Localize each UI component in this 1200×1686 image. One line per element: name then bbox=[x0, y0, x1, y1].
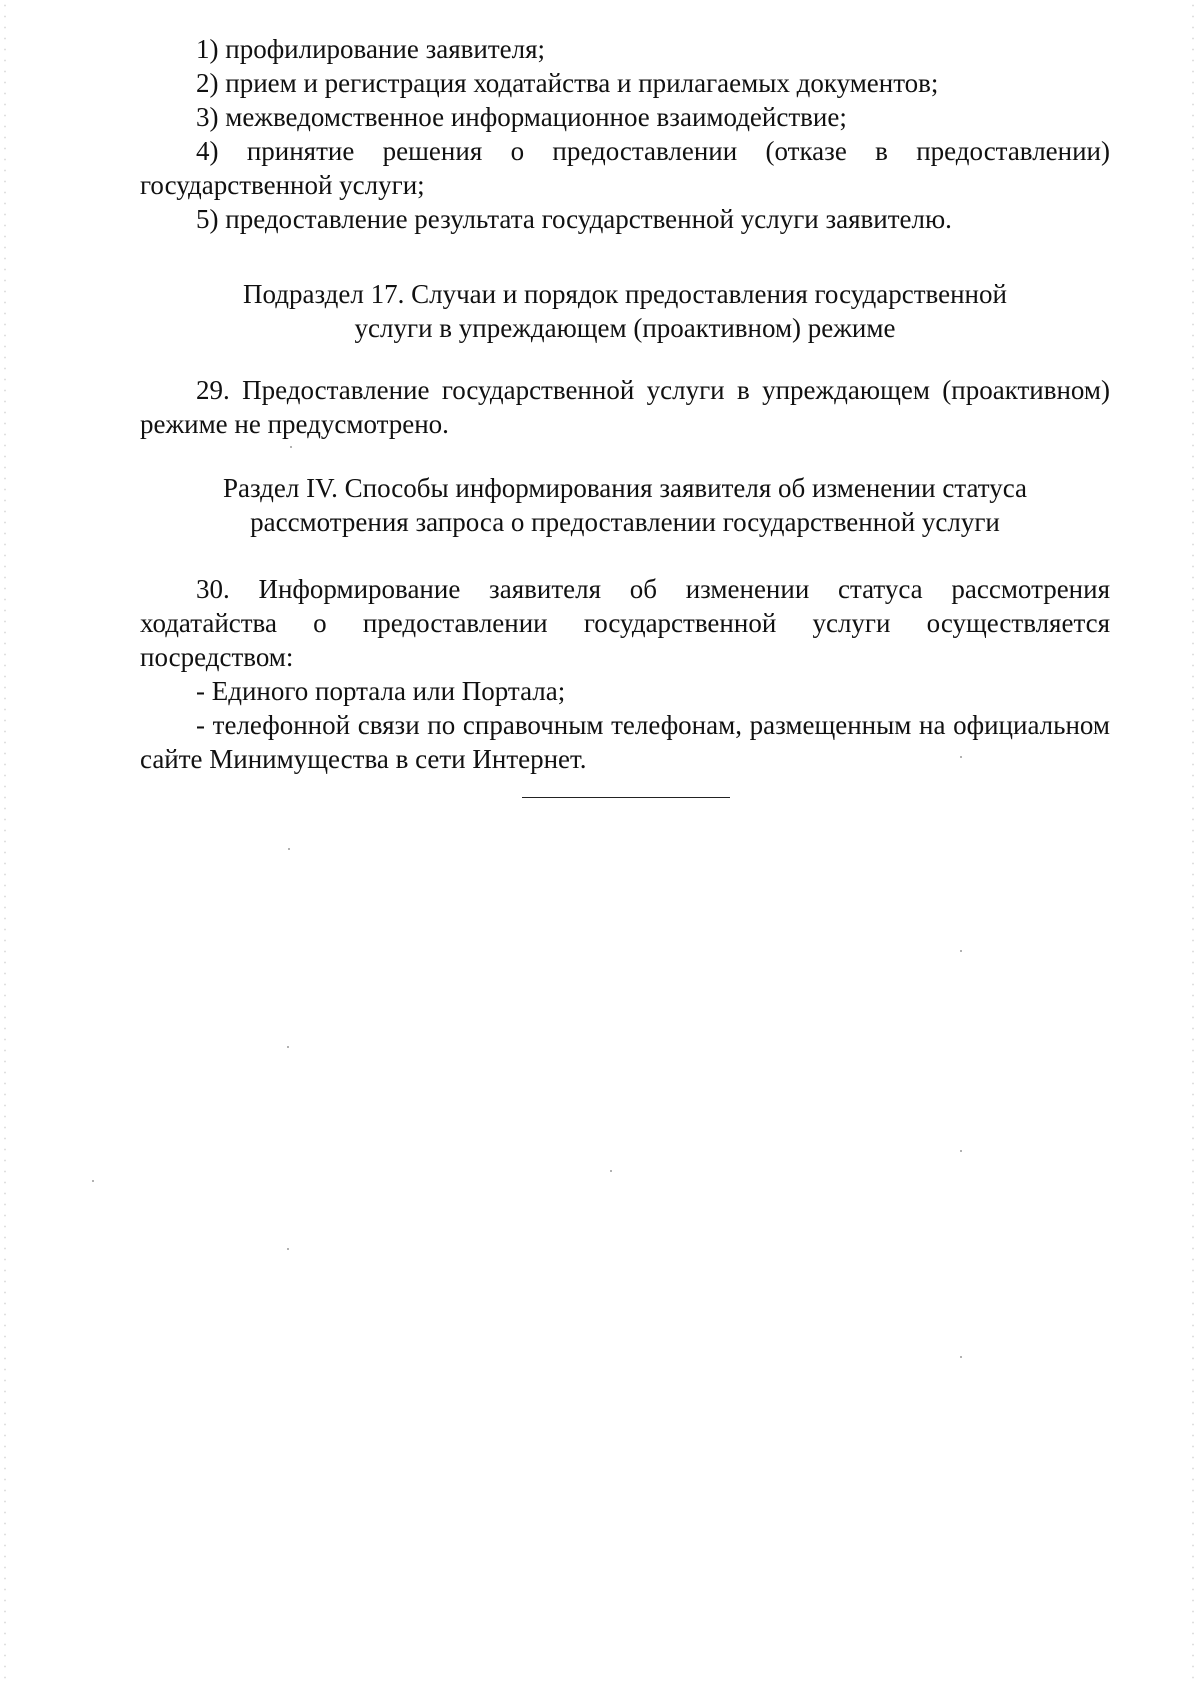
subsection-heading-line: услуги в упреждающем (проактивном) режиме bbox=[354, 313, 896, 343]
bullet-item: - телефонной связи по справочным телефонам, размещенным на официальном сайте Минимущества в сети Интернет. bbox=[140, 710, 1110, 774]
section-4-heading bbox=[140, 471, 1110, 539]
paragraph-30 bbox=[140, 572, 1110, 776]
procedure-list bbox=[140, 32, 1110, 236]
subsection-heading-line: Подраздел 17. Случаи и порядок предоставления государственной bbox=[243, 279, 1007, 309]
paragraph-29 bbox=[140, 373, 1110, 441]
subsection-17-heading bbox=[140, 277, 1110, 345]
scan-speck bbox=[960, 756, 962, 758]
list-item: 2) прием и регистрация ходатайства и прилагаемых документов; bbox=[196, 68, 939, 98]
bullet-item: - Единого портала или Портала; bbox=[196, 676, 566, 706]
scan-speck bbox=[610, 1170, 612, 1172]
list-item: 3) межведомственное информационное взаимодействие; bbox=[196, 102, 847, 132]
scan-speck bbox=[287, 1046, 289, 1048]
scan-speck bbox=[92, 1180, 94, 1182]
section-heading-line: рассмотрения запроса о предоставлении государственной услуги bbox=[250, 507, 1000, 537]
scan-speck bbox=[960, 1150, 962, 1152]
scan-speck bbox=[960, 1356, 962, 1358]
end-divider bbox=[522, 797, 730, 798]
scan-speck bbox=[288, 848, 290, 850]
paragraph-text: 30. Информирование заявителя об изменении статуса рассмотрения ходатайства о предоставлении государственной услуги осуществляется посредством: bbox=[140, 574, 1110, 672]
section-heading-line: Раздел IV. Способы информирования заявителя об изменении статуса bbox=[223, 473, 1027, 503]
list-item: 5) предоставление результата государственной услуги заявителю. bbox=[196, 204, 952, 234]
list-item: 1) профилирование заявителя; bbox=[196, 34, 546, 64]
scan-edge-right bbox=[1192, 0, 1194, 1686]
scan-speck bbox=[960, 950, 962, 952]
scan-edge-left bbox=[4, 0, 6, 1686]
scan-speck bbox=[287, 1248, 289, 1250]
list-item: 4) принятие решения о предоставлении (отказе в предоставлении) государственной услуги; bbox=[140, 136, 1110, 200]
paragraph-text: 29. Предоставление государственной услуги в упреждающем (проактивном) режиме не предусмотрено. bbox=[140, 375, 1110, 439]
scan-speck bbox=[290, 446, 292, 448]
